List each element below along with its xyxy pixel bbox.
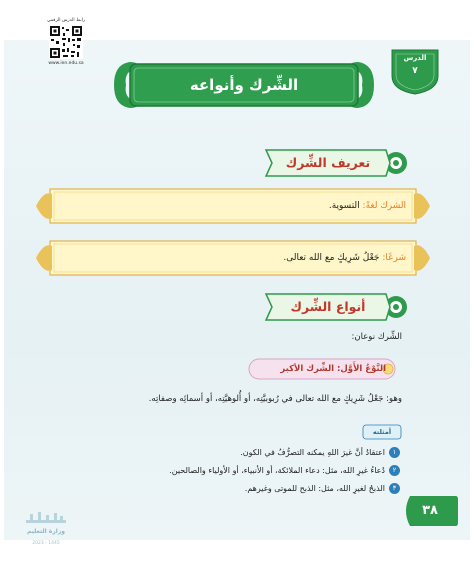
types-intro: الشِّرك نوعان:	[351, 332, 402, 342]
lesson-label: الدرس	[403, 54, 427, 62]
definition-shar-term: شرعًا:	[382, 253, 406, 263]
page-number: ٣٨	[422, 503, 438, 518]
ministry-emblem-icon	[20, 510, 72, 528]
example-text: دُعاءُ غيرِ الله، مثل: دعاء الملائكة، أو الأنبياء، أو الأولياء والصالحين.	[169, 466, 385, 475]
page-number-tab	[400, 494, 460, 528]
ministry-logo	[20, 510, 72, 550]
qr-url: www.ien.edu.sa	[48, 61, 84, 66]
section-heading-definition	[262, 148, 410, 178]
type1-label: النَّوْعُ الأَوَّل: الشِّرك الأكبر	[280, 364, 386, 374]
example-item	[150, 464, 400, 478]
example-number-badge: ٢	[389, 465, 400, 476]
example-number-badge: ٣	[389, 483, 400, 494]
ministry-name: وزارة التعليم	[26, 528, 66, 535]
type1-definition: وهو: جَعْلُ شَرِيكٍ مع الله تعالى في رُبوبيَّتِه، أو أُلوهيَّتِه، أو أسمائِه وصفاتِه.	[148, 394, 402, 404]
definition-lugha-term: الشرك لغةً:	[362, 201, 406, 211]
type1-label-pill	[248, 358, 396, 380]
definition-shar-scroll	[34, 238, 432, 278]
qr-block[interactable]	[46, 18, 86, 70]
example-text: اعتقادُ أنَّ غيرَ اللهِ يمكنه التصرُّفُ في الكون.	[240, 448, 385, 457]
ministry-year: 2023 - 1445	[32, 541, 60, 546]
example-item	[150, 446, 400, 460]
section-heading-types	[262, 292, 410, 322]
definition-lugha-text: التسوية.	[328, 201, 363, 211]
examples-label: أمثلته	[372, 428, 392, 436]
example-number-badge: ١	[389, 447, 400, 458]
definition-shar-text: جَعْلُ شَرِيكٍ مع الله تعالى.	[283, 253, 383, 263]
example-item	[150, 482, 400, 496]
qr-caption: رابط الدرس الرقمي	[46, 18, 86, 23]
lesson-number: ٧	[412, 66, 418, 76]
qr-code-icon	[49, 25, 83, 59]
section-heading-types-text: أنواع الشِّرك	[290, 299, 366, 314]
lesson-badge	[388, 46, 442, 96]
definition-lugha	[64, 186, 406, 226]
definition-lugha-scroll	[34, 186, 432, 226]
example-text: الذبحُ لغيرِ الله، مثل: الذبح للموتى وغيرهم.	[244, 484, 385, 493]
examples-tag	[362, 424, 402, 440]
page-title: الشِّرك وأنواعه	[189, 76, 299, 94]
section-heading-definition-text: تعريف الشِّرك	[285, 155, 371, 170]
definition-shar	[64, 238, 406, 278]
